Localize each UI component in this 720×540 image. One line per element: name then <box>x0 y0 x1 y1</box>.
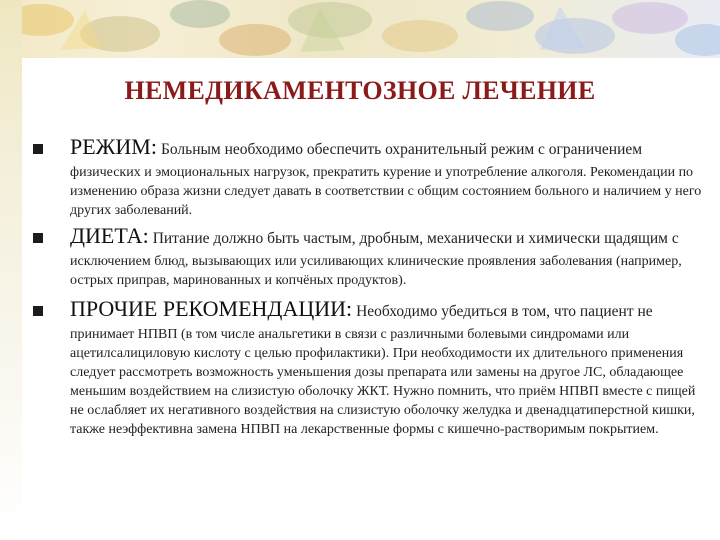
bullet-icon <box>33 306 43 316</box>
list-item-text: исключением блюд, вызывающих или усиливающих клинические проявления заболевания (например, острых приправ, маринованных и копчёных продуктов). <box>70 254 682 288</box>
bullet-icon <box>33 144 43 154</box>
slide-title: НЕМЕДИКАМЕНТОЗНОЕ ЛЕЧЕНИЕ <box>124 76 596 105</box>
bullet-icon <box>33 233 43 243</box>
list-item-lead-text: Необходимо убедиться в том, что пациент не <box>356 303 653 320</box>
list-item-heading: РЕЖИМ: <box>70 134 157 159</box>
list-item-lead-text: Больным необходимо обеспечить охранительный режим с ограничением <box>160 141 643 158</box>
list-item-lead-text: Питание должно быть частым, дробным, механически и химически щадящим с <box>152 230 679 247</box>
list-item-lead <box>70 296 706 322</box>
list-item-lead <box>70 223 706 249</box>
list-item-heading: ПРОЧИЕ РЕКОМЕНДАЦИИ: <box>70 296 353 321</box>
list-item-body <box>70 296 706 439</box>
list-item-body <box>70 223 706 290</box>
floral-pattern-image <box>0 0 720 58</box>
decorative-banner <box>0 0 720 58</box>
list-item-heading: ДИЕТА: <box>70 223 149 248</box>
list-item-body <box>70 134 706 220</box>
list-item-lead <box>70 134 706 160</box>
list-item-text: физических и эмоциональных нагрузок, прекратить курение и употребление алкоголя. Рекомендации по изменению образа жизни следует давать в соответствии с общим состоянием больного и наличием у него других заболеваний. <box>70 165 702 218</box>
list-item-text: принимает НПВП (в том числе анальгетики в связи с различными болевыми синдромами или ацетилсалициловую кислоту с целью профилактики). При необходимости их длительного применения следует рассмотреть возможность уменьшения дозы препарата или замены на другое ЛС, обладающее меньшим воздействием на слизистую оболочку ЖКТ. Нужно помнить, что приём НПВП вместе с пищей не ослабляет их негативного воздействия на слизистую оболочку желудка и двенадцатиперстной кишки, также неэффективна замена НПВП на лекарственные формы с кишечно-растворимым покрытием. <box>70 327 696 437</box>
